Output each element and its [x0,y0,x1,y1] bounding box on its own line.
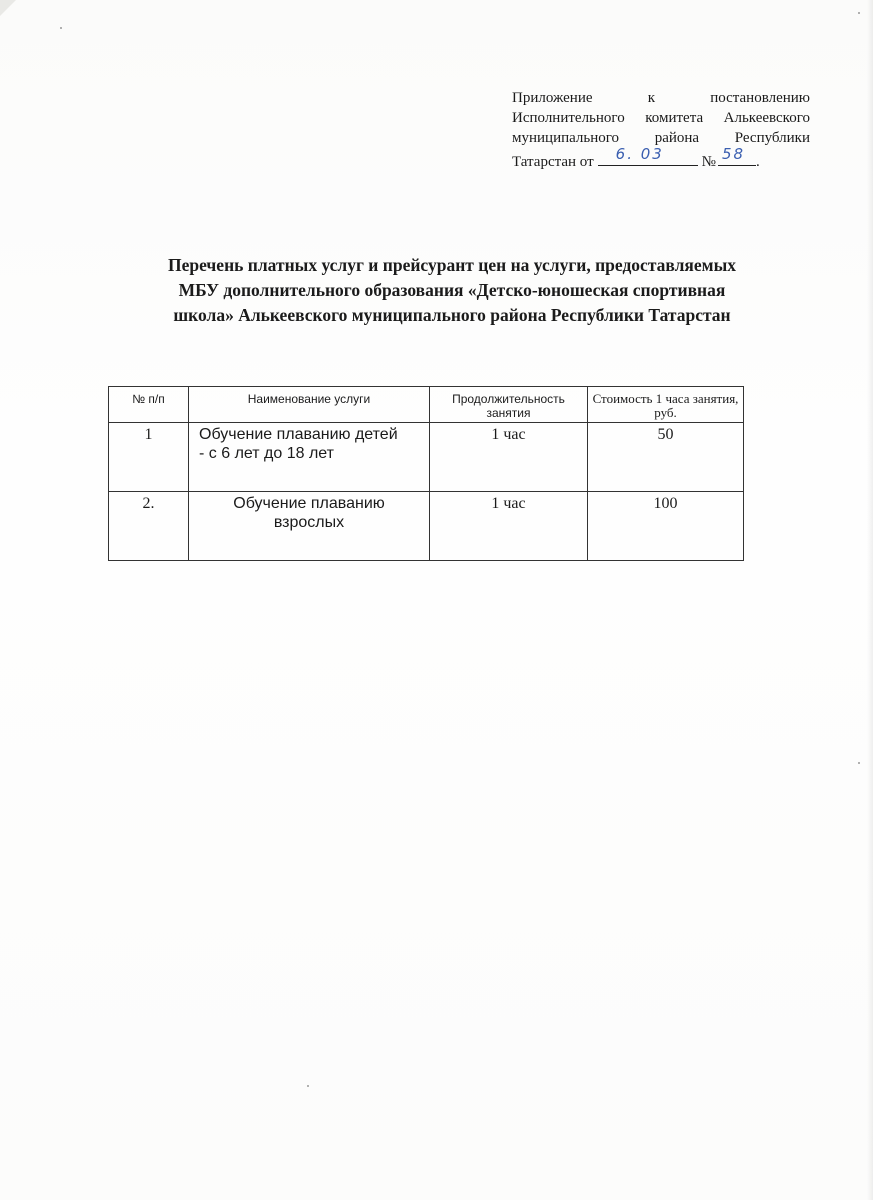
table-row [109,423,744,492]
price-table [108,386,744,561]
service-line: - с 6 лет до 18 лет [199,445,334,462]
scan-speck [858,12,860,14]
cell-cost: 100 [588,492,744,561]
cell-cost: 50 [588,423,744,492]
cell-service [189,423,430,492]
scan-speck [858,762,860,764]
appendix-line-2 [512,108,810,128]
scan-speck [307,1085,309,1087]
table-header-row [109,387,744,423]
date-fill-line [598,145,698,166]
cell-duration: 1 час [430,492,588,561]
number-fill-line [718,145,756,166]
appendix-header [512,88,810,172]
appendix-line-1 [512,88,810,108]
service-line: взрослых [273,514,345,531]
scan-edge-shadow [867,0,873,1200]
header-num: № п/п [109,387,189,423]
handwritten-date: 6. 03 [615,145,664,163]
table-row [109,492,744,561]
title-line-1: Перечень платных услуг и прейсурант цен на услуги, предоставляемых [167,255,736,275]
number-sign: № [701,154,716,170]
appendix-word: к [647,90,656,106]
appendix-word: Приложение [512,90,593,106]
appendix-word: постановлению [710,90,810,106]
appendix-date-prefix: Татарстан от [512,154,594,170]
document-title [110,253,794,328]
cell-num: 1 [109,423,189,492]
page-corner-fold [0,0,16,16]
title-line-2: МБУ дополнительного образования «Детско-юношеская спортивная [178,280,726,300]
cell-num: 2. [109,492,189,561]
service-line: Обучение плаванию детей [199,426,398,443]
title-line-3: школа» Алькеевского муниципального района Республики Татарстан [173,305,731,325]
appendix-word: муниципального [512,130,620,146]
handwritten-number: 58 [721,145,746,163]
appendix-line-4 [512,145,810,172]
appendix-word: Исполнительного [512,110,625,126]
appendix-word: района [654,130,700,146]
header-duration: Продолжительность занятия [430,387,588,423]
appendix-word: комитета [645,110,704,126]
appendix-word: Республики [734,130,810,146]
appendix-word: Алькеевского [723,110,810,126]
header-cost: Стоимость 1 часа занятия, руб. [588,387,744,423]
scan-speck [60,27,62,29]
header-service: Наименование услуги [189,387,430,423]
cell-service [189,492,430,561]
appendix-suffix: . [755,154,760,170]
cell-duration: 1 час [430,423,588,492]
service-line: Обучение плаванию [233,495,385,512]
